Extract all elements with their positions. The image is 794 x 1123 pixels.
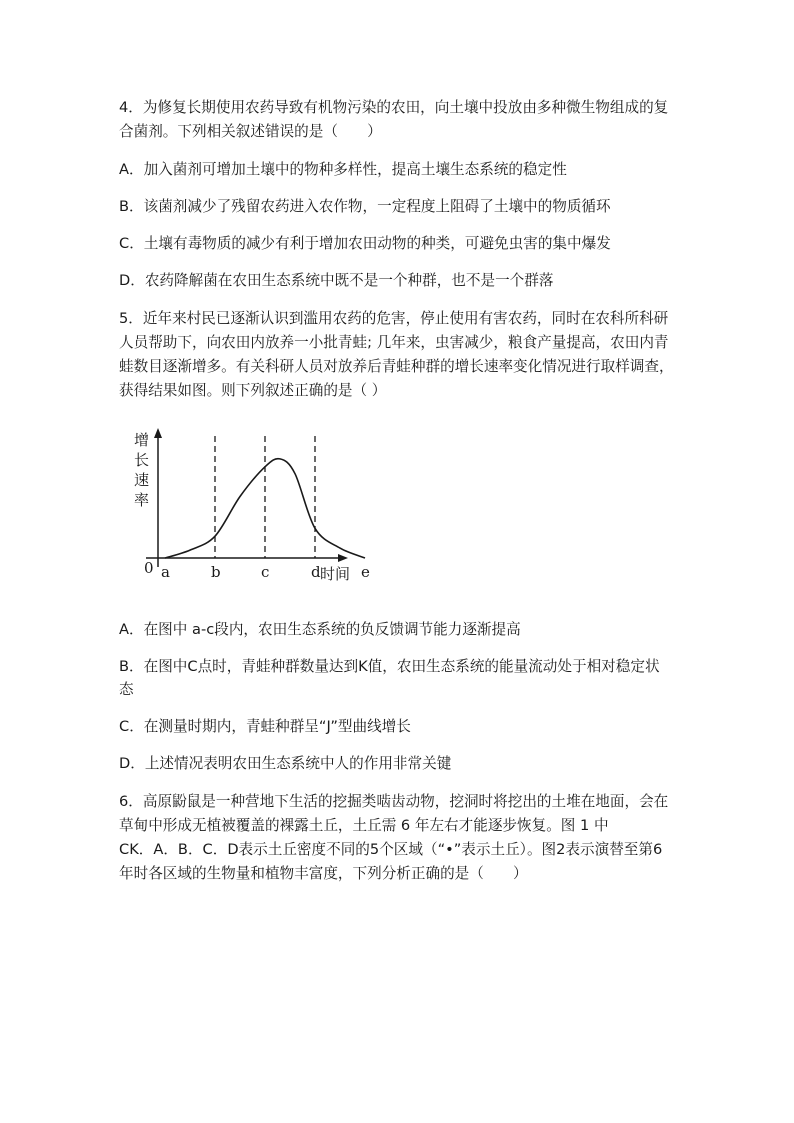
dashed-guide-lines [215,436,315,558]
y-label-char-2: 长 [134,451,150,469]
y-label-char-4: 率 [134,491,150,509]
q4-option-a: A．加入菌剂可增加土壤中的物种多样性，提高土壤生态系统的稳定性 [119,161,567,178]
q6-stem-line-1: 6．高原鼢鼠是一种营地下生活的挖掘类啮齿动物，挖洞时将挖出的土堆在地面，会在 [119,793,669,810]
q4-option-b: B．该菌剂减少了残留农药进入农作物，一定程度上阻碍了土壤中的物质循环 [119,198,611,215]
x-tick-label-d: d [311,563,321,581]
q6-stem-line-3: CK．A．B．C．D表示土丘密度不同的5个区域（“•”表示土丘）。图2表示演替至第6 [119,841,663,858]
x-axis-label: 时间 [320,565,351,583]
x-tick-label-e: e [361,563,370,581]
q6-stem-line-4: 年时各区域的生物量和植物丰富度，下列分析正确的是（ ） [119,865,528,882]
y-axis-arrow [154,428,162,438]
q4-stem-line-2: 合菌剂。下列相关叙述错误的是（ ） [119,123,382,140]
chart-axes [146,428,348,567]
q4-option-d: D．农药降解菌在农田生态系统中既不是一个种群，也不是一个群落 [119,272,554,289]
x-tick-label-a: a [161,563,170,581]
q4-option-c: C．土壤有毒物质的减少有利于增加农田动物的种类，可避免虫害的集中爆发 [119,235,611,252]
y-label-char-1: 增 [134,431,150,449]
y-label-char-3: 速 [134,471,150,489]
x-axis-arrow [338,554,348,562]
q5-option-b-line-2: 态 [119,681,134,698]
y-axis-label [134,431,149,509]
q5-stem-line-3: 蛙数目逐渐增多。有关科研人员对放养后青蛙种群的增长速率变化情况进行取样调查， [119,358,674,375]
growth-rate-chart [128,424,370,594]
origin-label: 0 [144,559,154,577]
x-tick-label-c: c [261,563,270,581]
q5-stem-line-1: 5．近年来村民已逐渐认识到滥用农药的危害，停止使用有害农药，同时在农科所科研 [119,310,669,327]
q5-option-d: D．上述情况表明农田生态系统中人的作用非常关键 [119,755,452,772]
q5-stem-line-2: 人员帮助下，向农田内放养一小批青蛙; 几年来，虫害减少，粮食产量提高，农田内青 [119,334,669,351]
q4-stem-line-1: 4．为修复长期使用农药导致有机物污染的农田，向土壤中投放由多种微生物组成的复 [119,99,669,116]
q5-option-c: C．在测量时期内，青蛙种群呈“J”型曲线增长 [119,718,411,735]
q6-stem-line-2: 草甸中形成无植被覆盖的裸露土丘，土丘需 6 年左右才能逐步恢复。图 1 中 [119,817,609,834]
q5-stem-line-4: 获得结果如图。则下列叙述正确的是（ ） [119,382,387,399]
q5-option-a: A．在图中 a-c段内，农田生态系统的负反馈调节能力逐渐提高 [119,621,521,638]
x-tick-label-b: b [211,563,221,581]
q5-option-b-line-1: B．在图中C点时，青蛙种群数量达到K值，农田生态系统的能量流动处于相对稳定状 [119,658,660,675]
